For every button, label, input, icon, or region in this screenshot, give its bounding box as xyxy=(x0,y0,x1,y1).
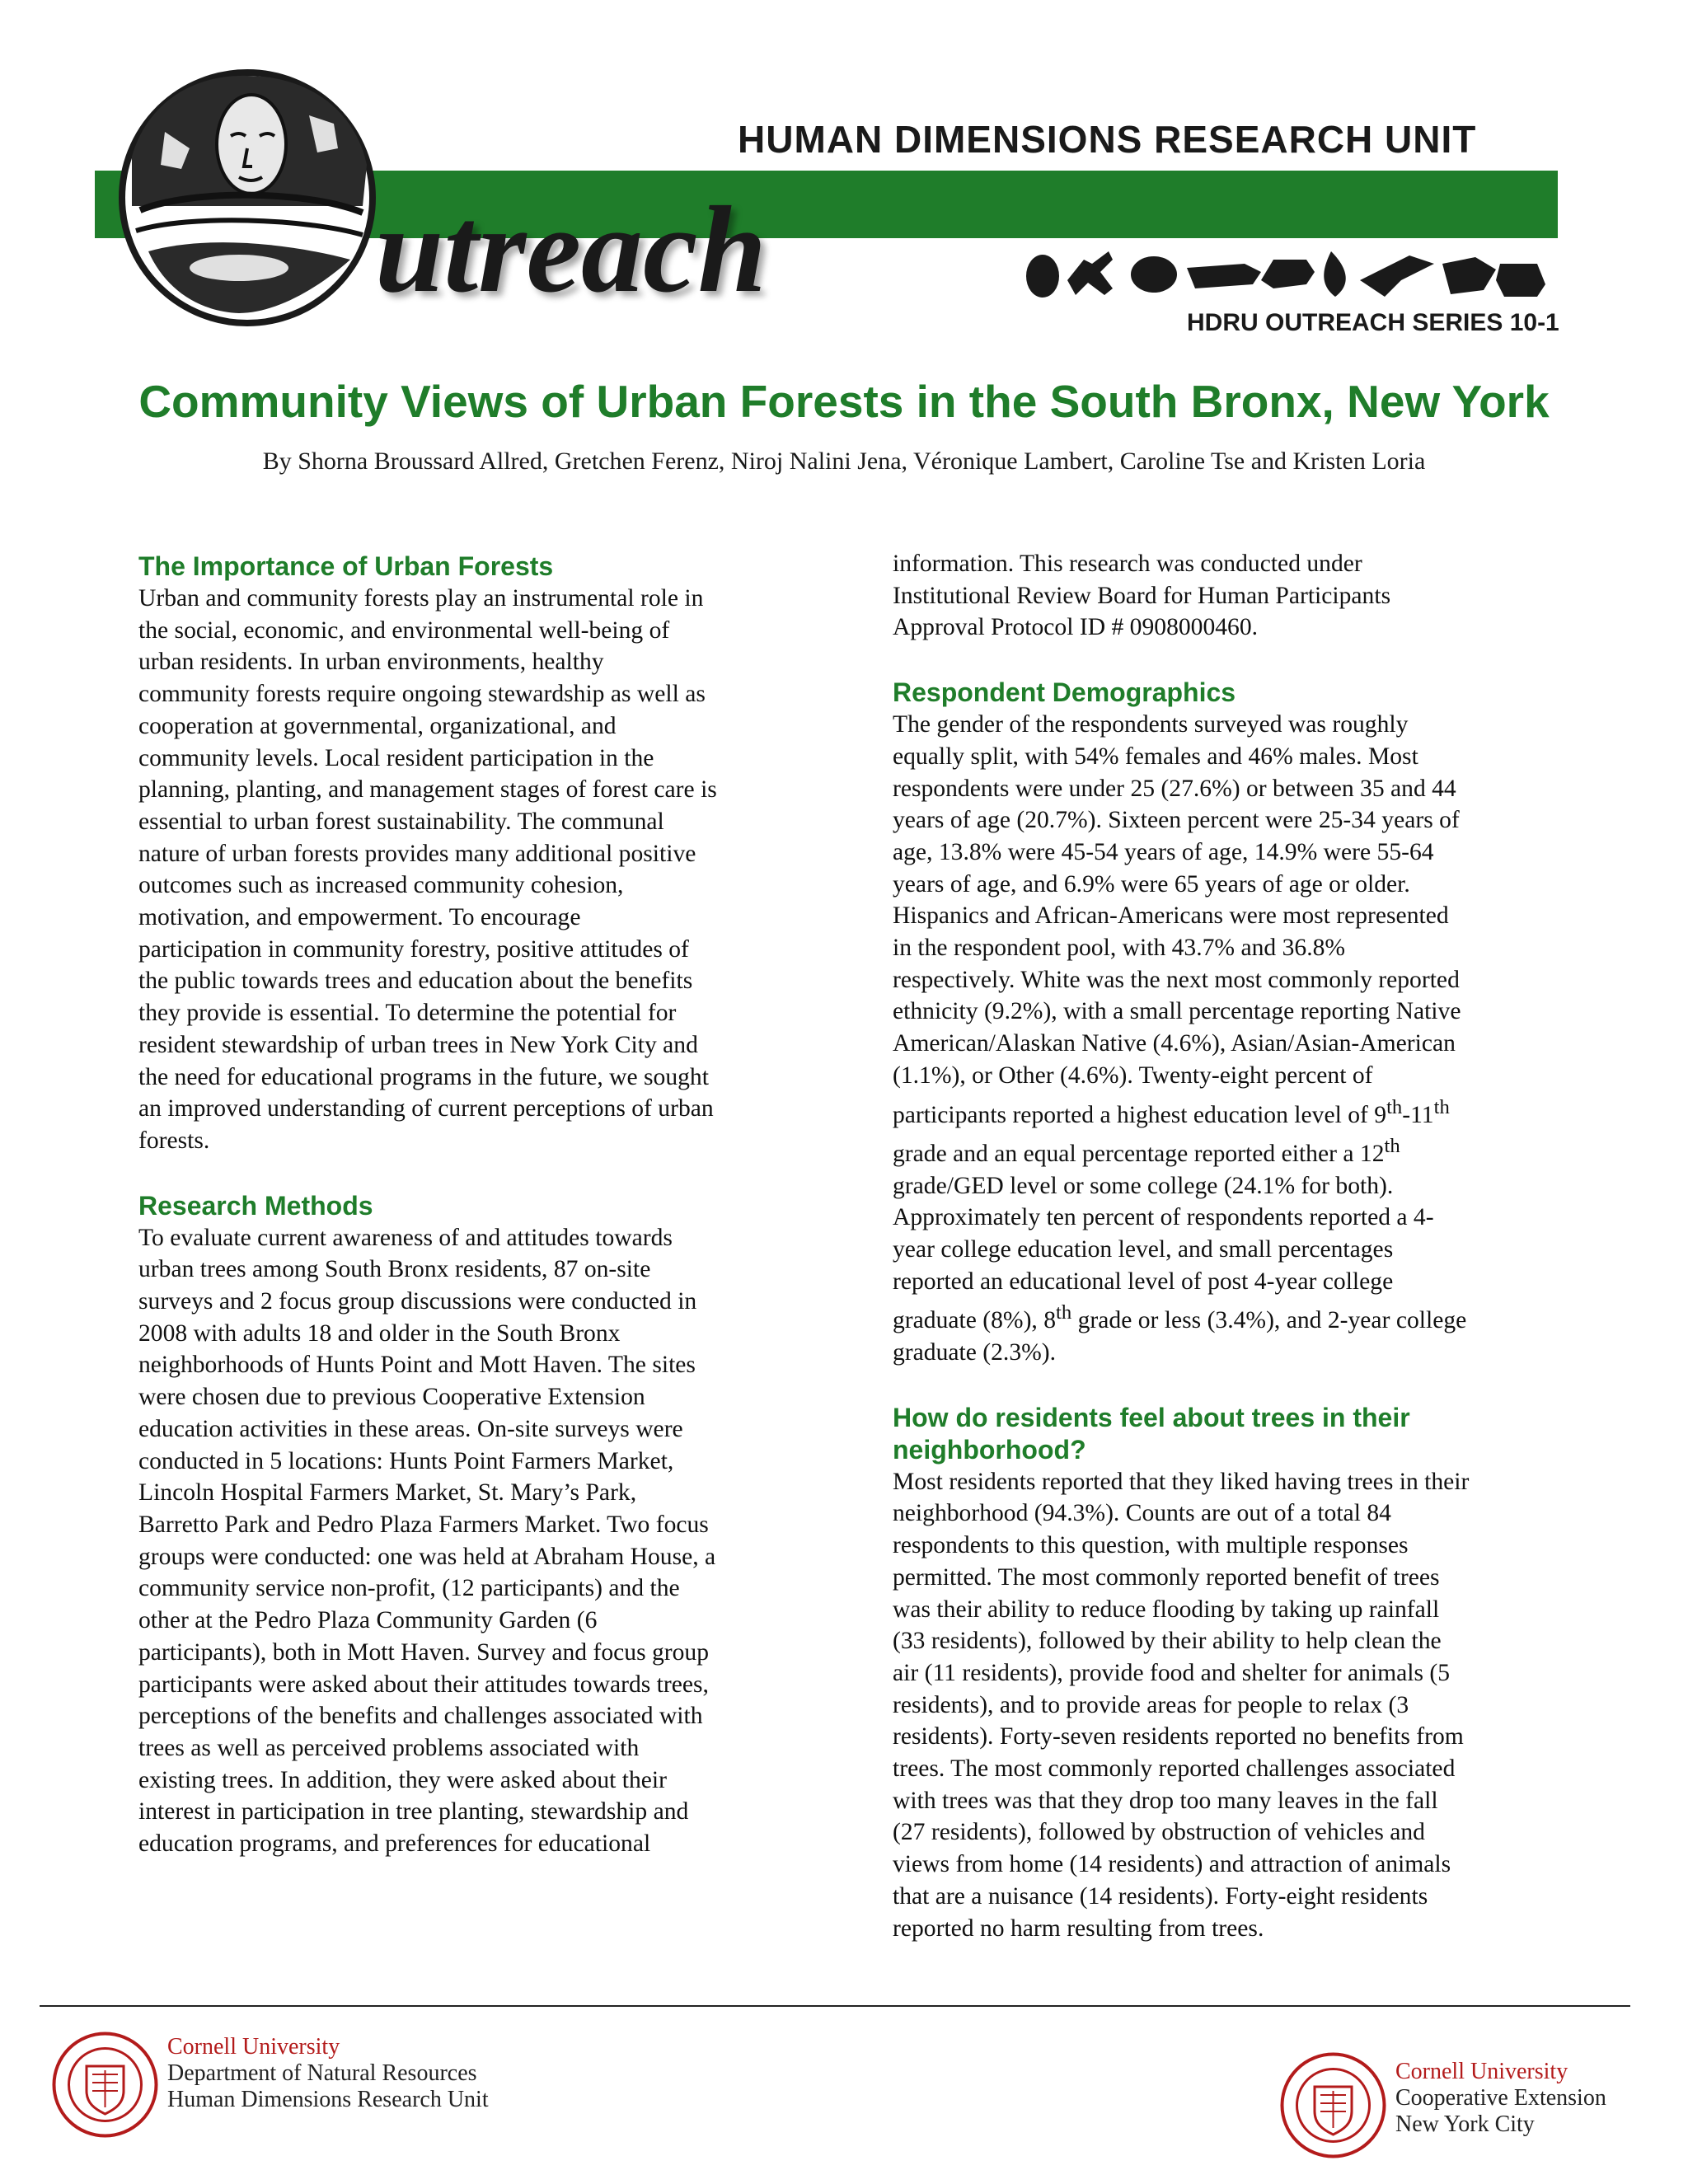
outreach-logo-word: utreach xyxy=(375,181,767,318)
right-column xyxy=(893,548,1577,1944)
section-heading-demographics: Respondent Demographics xyxy=(893,677,1236,708)
paragraph-feelings: Most residents reported that they liked having trees in their neighborhood (94.3%). Counts are out of a total 84 respondents to this question, with multiple responses permitted. The most commonly reported benefit of trees was their ability to reduce flooding by taking up rainfall (33 residents), followed by their ability to help clean the air (11 residents), provide food and shelter for animals (5 residents), and to provide areas for people to relax (3 residents). Forty-seven residents reported no benefits from trees. The most commonly reported challenges associated with trees was that they drop too many leaves in the fall (27 residents), followed by obstruction of vehicles and views from home (14 residents) and attraction of animals that are a nuisance (14 residents). Forty-eight residents reported no harm resulting from trees. xyxy=(893,1468,1470,1942)
document-authors: By Shorna Broussard Allred, Gretchen Ferenz, Niroj Nalini Jena, Véronique Lambert, Caroline Tse and Kristen Loria xyxy=(262,448,1426,475)
document-title: Community Views of Urban Forests in the South Bronx, New York xyxy=(138,376,1550,427)
paragraph-importance: Urban and community forests play an instrumental role in the social, economic, and environmental well-being of urban residents. In urban environments, healthy community forests require ongoing stewardship as well as cooperation at governmental, organizational, and community levels. Local resident participation in the planning, planting, and management stages of forest care is essential to urban forest sustainability. The communal nature of urban forests provides many additional positive outcomes such as increased community cohesion, motivation, and empowerment. To encourage participation in community forestry, positive attitudes of the public towards trees and education about the benefits they provide is essential. To determine the potential for resident stewardship of urban trees in New York City and the need for educational programs in the future, we sought an improved understanding of current perceptions of urban forests. xyxy=(138,585,717,1154)
footer-right-university: Cornell University xyxy=(1395,2059,1568,2084)
wildlife-silhouettes-icon xyxy=(1022,243,1550,301)
section-heading-methods: Research Methods xyxy=(138,1190,373,1221)
footer-left-unit: Human Dimensions Research Unit xyxy=(167,2087,489,2112)
section-heading-feelings: How do residents feel about trees in their neighborhood? xyxy=(893,1402,1410,1465)
cornell-seal-icon xyxy=(49,2029,161,2140)
series-label: HDRU OUTREACH SERIES 10-1 xyxy=(1187,309,1559,336)
cornell-seal-icon xyxy=(1278,2050,1389,2161)
footer-left-department: Department of Natural Resources xyxy=(167,2060,477,2086)
footer-right-department: Cooperative Extension xyxy=(1395,2085,1606,2111)
paragraph-demographics: The gender of the respondents surveyed was roughly equally split, with 54% females and 46% males. Most respondents were under 25 (27.6%) or between 35 and 44 years of age (20.7%). Sixteen percent were 25-34 years of age, 13.8% were 45-54 years of age, 14.9% were 55-64 years of age, and 6.9% were 65 years of age or older. Hispanics and African-Americans were most represented in the respondent pool, with 43.7% and 36.8% respectively. White was the next most commonly reported ethnicity (9.2%), with a small percentage reporting Native American/Alaskan Native (4.6%), Asian/Asian-American (1.1%), or Other (4.6%). Twenty-eight percent of participants reported a highest education level of 9th-11th grade and an equal percentage reported either a 12th grade/GED level or some college (24.1% for both). Approximately ten percent of respondents reported a 4- year college education level, and small percentages reported an educational level of post 4-year college graduate (8%), 8th grade or less (3.4%), and 2-year college graduate (2.3%). xyxy=(893,711,1467,1366)
paragraph-methods-continued: information. This research was conducted under Institutional Review Board for Human Participants Approval Protocol ID # 0908000460. xyxy=(893,551,1391,641)
footer-left-block xyxy=(167,2034,489,2113)
outreach-logo-icon xyxy=(115,66,379,330)
footer-right-unit: New York City xyxy=(1395,2111,1535,2137)
section-heading-importance: The Importance of Urban Forests xyxy=(138,551,554,581)
paragraph-methods: To evaluate current awareness of and attitudes towards urban trees among South Bronx residents, 87 on-site surveys and 2 focus group discussions were conducted in 2008 with adults 18 and older in the South Bronx neighborhoods of Hunts Point and Mott Haven. The sites were chosen due to previous Cooperative Extension education activities in these areas. On-site surveys were conducted in 5 locations: Hunts Point Farmers Market, Lincoln Hospital Farmers Market, St. Mary’s Park, Barretto Park and Pedro Plaza Farmers Market. Two focus groups were conducted: one was held at Abraham House, a community service non-profit, (12 participants) and the other at the Pedro Plaza Community Garden (6 participants), both in Mott Haven. Survey and focus group participants were asked about their attitudes towards trees, perceptions of the benefits and challenges associated with trees as well as perceived problems associated with existing trees. In addition, they were asked about their interest in participation in tree planting, stewardship and education programs, and preferences for educational xyxy=(138,1224,716,1858)
unit-title: HUMAN DIMENSIONS RESEARCH UNIT xyxy=(738,118,1477,161)
footer-right-block xyxy=(1395,2059,1606,2138)
footer-divider xyxy=(40,2005,1630,2007)
left-column xyxy=(138,551,823,1860)
footer-left-university: Cornell University xyxy=(167,2034,340,2060)
